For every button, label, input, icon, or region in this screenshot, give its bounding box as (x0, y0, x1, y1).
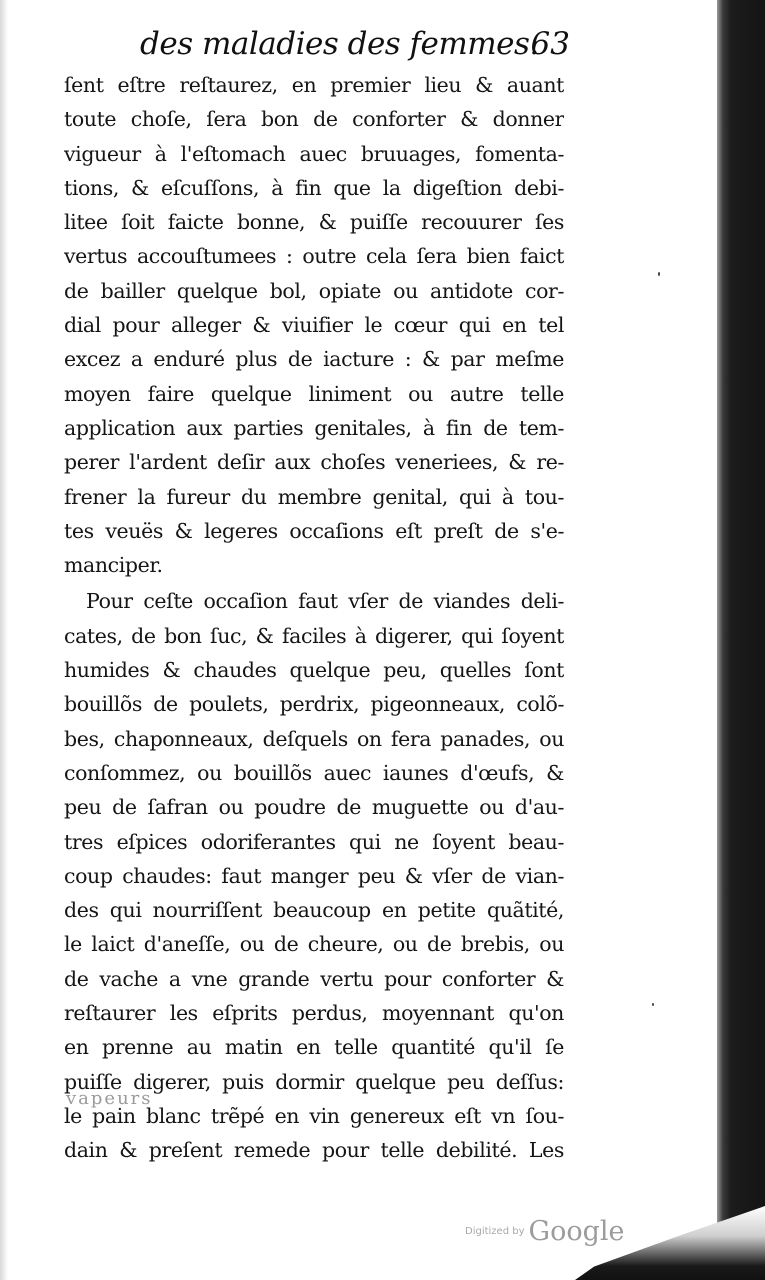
catchword: vapeurs (66, 1088, 153, 1109)
text-line: vigueur à l'eſtomach auec bruuages, fomenta- (64, 141, 564, 166)
scan-speck (652, 1003, 654, 1006)
left-page-edge (0, 0, 8, 1280)
text-line: ſent eſtre reſtaurez, en premier lieu & auant (64, 73, 564, 97)
text-line: moyen faire quelque liniment ou autre telle (64, 381, 564, 406)
text-line: de bailler quelque bol, opiate ou antidote cor- (64, 278, 564, 303)
text-line: Pour ceſte occaſion faut vſer de viandes deli- (86, 589, 564, 614)
right-scan-border (717, 0, 765, 1280)
text-line: tes veuës & legeres occaſions eſt preſt de s'e- (64, 518, 564, 543)
text-line: application aux parties genitales, à fin de tem- (64, 415, 564, 440)
text-line: bes, chaponneaux, deſquels on fera panades, ou (64, 726, 564, 751)
text-line: des qui nourriſſent beaucoup en petite quãtité, (64, 898, 564, 923)
text-line: peu de ſafran ou poudre de muguette ou d'au- (64, 795, 564, 820)
running-title: des maladies des femmes. (140, 26, 539, 62)
text-line: vertus accouſtumees : outre cela ſera bien faict (64, 244, 564, 269)
text-line: le laict d'aneſſe, ou de cheure, ou de brebis, ou (64, 932, 564, 957)
text-line: bouillõs de poulets, perdrix, pigeonneaux, colõ- (64, 692, 564, 717)
text-line: perer l'ardent deſir aux choſes veneriees, & re- (64, 450, 564, 475)
google-logo: Google (528, 1216, 625, 1247)
text-line: le pain blanc trẽpé en vin genereux eſt vn ſou- (64, 1103, 564, 1128)
paragraph-1 (64, 68, 564, 582)
text-line: cates, de bon ſuc, & faciles à digerer, qui ſoyent (64, 623, 564, 648)
text-line: manciper. (64, 553, 163, 578)
text-line: litee ſoit faicte bonne, & puiſſe recouurer ſes (64, 210, 564, 235)
text-line: dial pour alleger & viuifier le cœur qui en tel (64, 313, 564, 338)
paragraph-2 (64, 584, 564, 1167)
text-line: excez a enduré plus de iacture : & par meſme (64, 347, 564, 372)
page-header (140, 26, 570, 66)
text-line: tions, & eſcuſſons, à fin que la digeſtion debi- (64, 175, 564, 200)
text-line: reſtaurer les eſprits perdus, moyennant qu'on (64, 1001, 564, 1026)
text-line: de vache a vne grande vertu pour conforter & (64, 966, 564, 991)
text-line: coup chaudes: faut manger peu & vſer de vian- (64, 863, 564, 888)
watermark-prefix: Digitized by (465, 1226, 525, 1237)
scan-speck (658, 272, 660, 276)
text-line: frener la fureur du membre genital, qui à tou- (64, 484, 564, 509)
body-text (64, 68, 564, 1168)
text-line: puiſſe digerer, puis dormir quelque peu deſſus: (64, 1069, 564, 1094)
text-line: toute choſe, ſera bon de conforter & donner (64, 107, 564, 132)
text-line: en prenne au matin en telle quantité qu'il ſe (64, 1035, 564, 1060)
text-line: tres eſpices odoriferantes qui ne ſoyent beau- (64, 829, 564, 854)
text-line: dain & preſent remede pour telle debilité. Les (64, 1138, 564, 1163)
text-line: conſommez, ou bouillõs auec iaunes d'œufs, & (64, 760, 564, 785)
text-line: humides & chaudes quelque peu, quelles ſont (64, 658, 564, 683)
page-number: 63 (530, 26, 570, 62)
digitized-by-google-watermark (465, 1216, 624, 1247)
